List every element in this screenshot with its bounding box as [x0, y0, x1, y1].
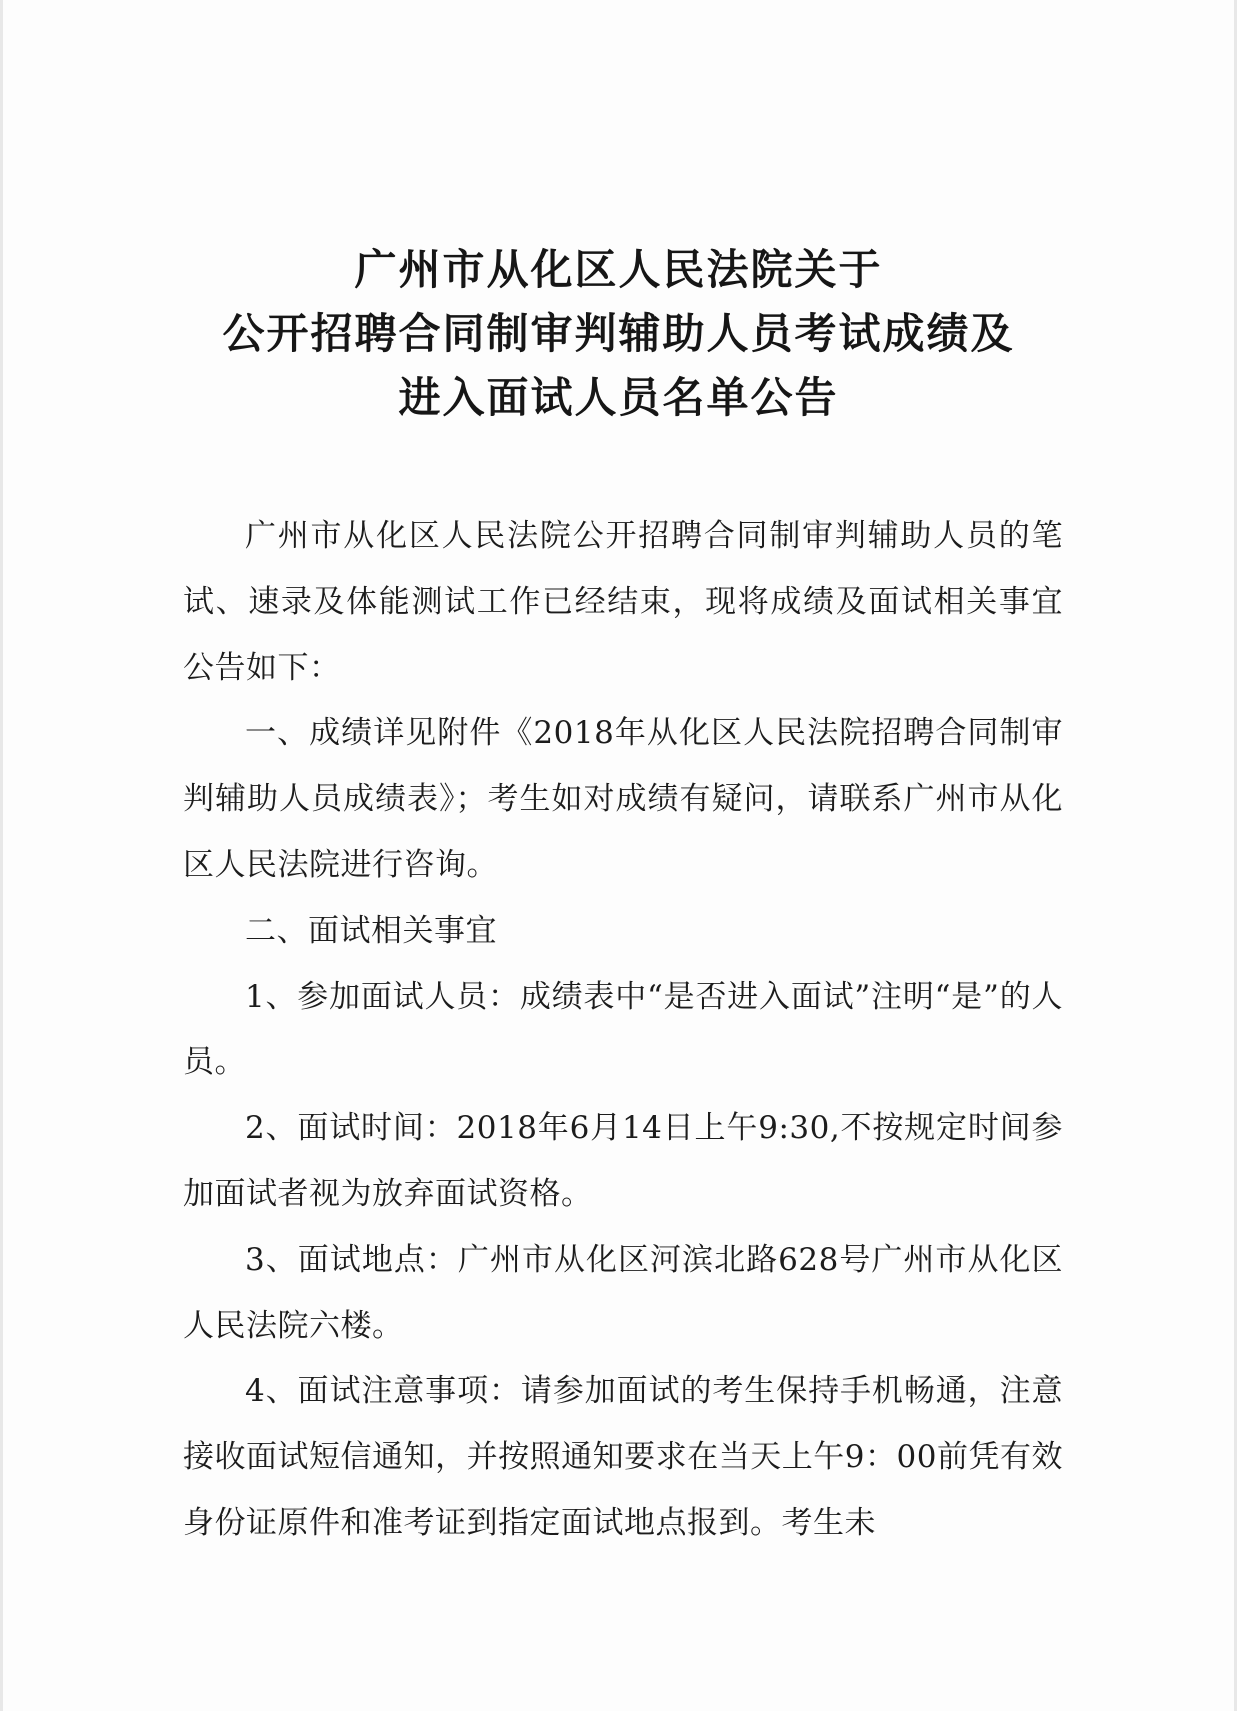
title-line-3: 进入面试人员名单公告 [398, 373, 839, 422]
item-1-participants: 1、参加面试人员：成绩表中“是否进入面试”注明“是”的人员。 [183, 978, 1063, 1081]
title-line-1: 广州市从化区人民法院关于 [354, 245, 883, 294]
item-3-interview-location: 3、面试地点：广州市从化区河滨北路628号广州市从化区人民法院六楼。 [183, 1241, 1063, 1344]
section-1-results: 一、成绩详见附件《2018年从化区人民法院招聘合同制审判辅助人员成绩表》；考生如对成绩有疑问，请联系广州市从化区人民法院进行咨询。 [183, 715, 1063, 883]
item-4-interview-notes: 4、面试注意事项：请参加面试的考生保持手机畅通，注意接收面试短信通知，并按照通知要求在当天上午9：00前凭有效身份证原件和准考证到指定面试地点报到。考生未 [183, 1373, 1063, 1541]
announcement-title [0, 238, 1237, 430]
intro-paragraph: 广州市从化区人民法院公开招聘合同制审判辅助人员的笔试、速录及体能测试工作已经结束，现将成绩及面试相关事宜公告如下： [183, 518, 1063, 686]
item-2-interview-time: 2、面试时间：2018年6月14日上午9:30,不按规定时间参加面试者视为放弃面试资格。 [183, 1110, 1063, 1212]
title-line-2: 公开招聘合同制审判辅助人员考试成绩及 [222, 309, 1015, 358]
announcement-body [183, 504, 1063, 1557]
section-2-heading: 二、面试相关事宜 [245, 912, 497, 949]
